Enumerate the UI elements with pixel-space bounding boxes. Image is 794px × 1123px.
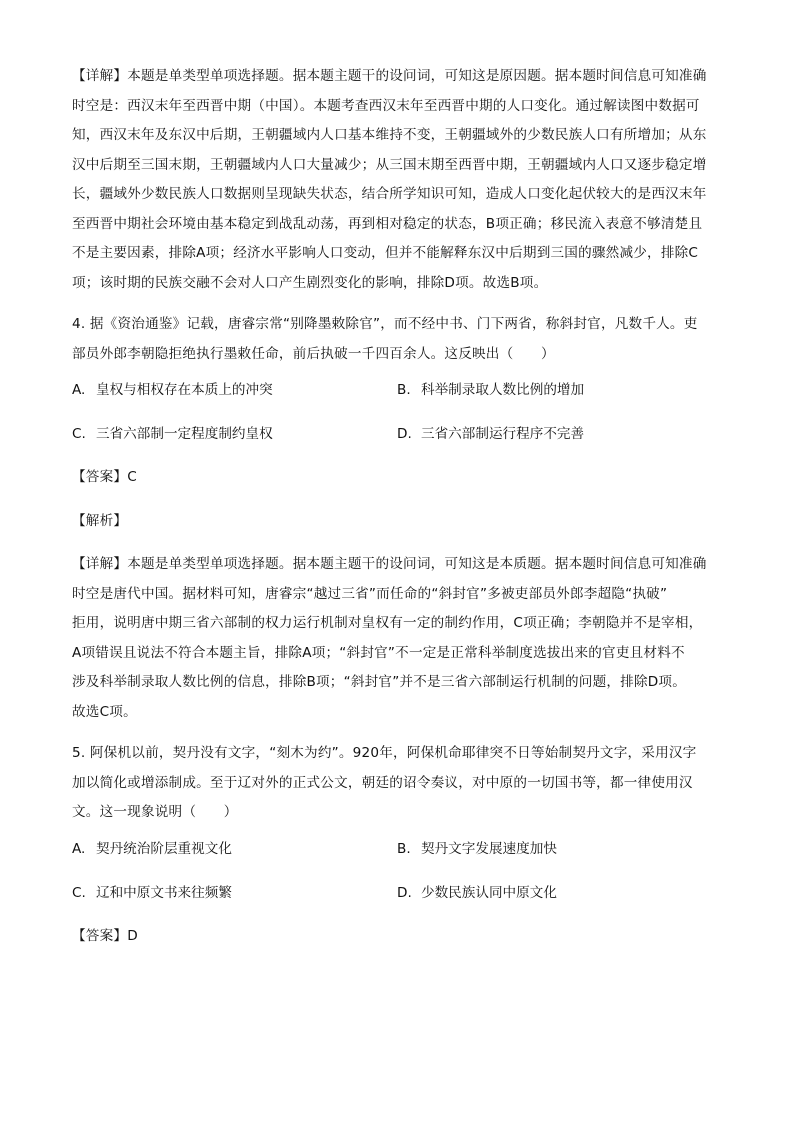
option-b: B. 科举制录取人数比例的增加	[397, 382, 585, 398]
detail-label: 【详解】	[72, 556, 128, 572]
detail-line: 时空是唐代中国。据材料可知，唐睿宗“越过三省”而任命的“斜封官”多被吏部员外郎李超隐“执破”	[72, 585, 668, 602]
detail-label: 【详解】	[72, 68, 128, 84]
question-stem-line: 4. 据《资治通鉴》记载，唐睿宗常“别降墨敕除官”，而不经中书、门下两省，称斜封官，凡数千人。吏	[72, 316, 698, 332]
detail-line: 【详解】本题是单类型单项选择题。据本题主题干的设问词，可知这是原因题。据本题时间信息可知准确	[72, 68, 707, 84]
detail-line: 不是主要因素，排除A项；经济水平影响人口变动，但并不能解释东汉中后期到三国的骤然减少，排除C	[72, 245, 699, 261]
detail-line: 故选C项。	[72, 703, 137, 720]
detail-line: 知，西汉末年及东汉中后期，王朝疆域内人口基本维持不变，王朝疆域外的少数民族人口有所增加；从东	[72, 127, 707, 143]
analysis-label: 【解析】	[72, 512, 128, 529]
option-a: A. 契丹统治阶层重视文化	[72, 840, 232, 857]
question-stem-line: 部员外郎李朝隐拒绝执行墨敕任命，前后执破一千四百余人。这反映出（ ）	[72, 345, 555, 362]
question-4-detail	[72, 550, 722, 727]
question-4-options	[72, 375, 722, 449]
question-stem-line: 文。这一现象说明（ ）	[72, 804, 238, 820]
option-c: C. 三省六部制一定程度制约皇权	[72, 426, 273, 442]
question-stem-line: 5. 阿保机以前，契丹没有文字，“刻木为约”。920年，阿保机命耶律突不日等始制契丹文字，采用汉字	[72, 745, 697, 761]
detail-line: 汉中后期至三国末期，王朝疆域内人口大量减少；从三国末期至西晋中期，王朝疆域内人口又逐步稳定增	[72, 156, 707, 173]
answer-line	[72, 922, 722, 952]
detail-line: 时空是：西汉末年至西晋中期（中国）。本题考查西汉末年至西晋中期的人口变化。通过解读图中数据可	[72, 97, 700, 114]
answer-label: 【答案】	[72, 927, 128, 944]
detail-line: A项错误且说法不符合本题主旨，排除A项；“斜封官”不一定是正常科举制度选拔出来的官吏且材料不	[72, 644, 685, 661]
q3-detail-paragraph	[72, 62, 722, 298]
option-d: D. 三省六部制运行程序不完善	[397, 426, 585, 442]
option-d: D. 少数民族认同中原文化	[397, 884, 557, 901]
option-b: B. 契丹文字发展速度加快	[397, 840, 557, 857]
detail-line: 至西晋中期社会环境由基本稳定到战乱动荡，再到相对稳定的状态，B项正确；移民流入表意不够清楚且	[72, 215, 703, 232]
question-5	[72, 739, 722, 951]
detail-line: 拒用，说明唐中期三省六部制的权力运行机制对皇权有一定的制约作用，C项正确；李朝隐并不是宰相，	[72, 615, 703, 631]
document-page	[72, 62, 722, 965]
answer-value: D	[127, 927, 138, 944]
answer-line	[72, 463, 722, 493]
detail-line: 涉及科举制录取人数比例的信息，排除B项；“斜封官”并不是三省六部制运行机制的问题，排除D项。	[72, 674, 687, 690]
option-a: A. 皇权与相权存在本质上的冲突	[72, 382, 273, 398]
detail-line: 长，疆域外少数民族人口数据则呈现缺失状态，结合所学知识可知，造成人口变化起伏较大的是西汉末年	[72, 186, 707, 202]
detail-line: 项；该时期的民族交融不会对人口产生剧烈变化的影响，排除D项。故选B项。	[72, 274, 548, 291]
option-c: C. 辽和中原文书来往频繁	[72, 884, 232, 901]
question-4	[72, 310, 722, 727]
detail-line: 【详解】本题是单类型单项选择题。据本题主题干的设问词，可知这是本质题。据本题时间信息可知准确	[72, 556, 707, 572]
question-5-options	[72, 834, 722, 908]
answer-value: C	[127, 469, 137, 485]
question-stem-line: 加以简化或增添制成。至于辽对外的正式公文，朝廷的诏令奏议，对中原的一切国书等，都一律使用汉	[72, 774, 693, 791]
answer-label: 【答案】	[72, 469, 128, 485]
